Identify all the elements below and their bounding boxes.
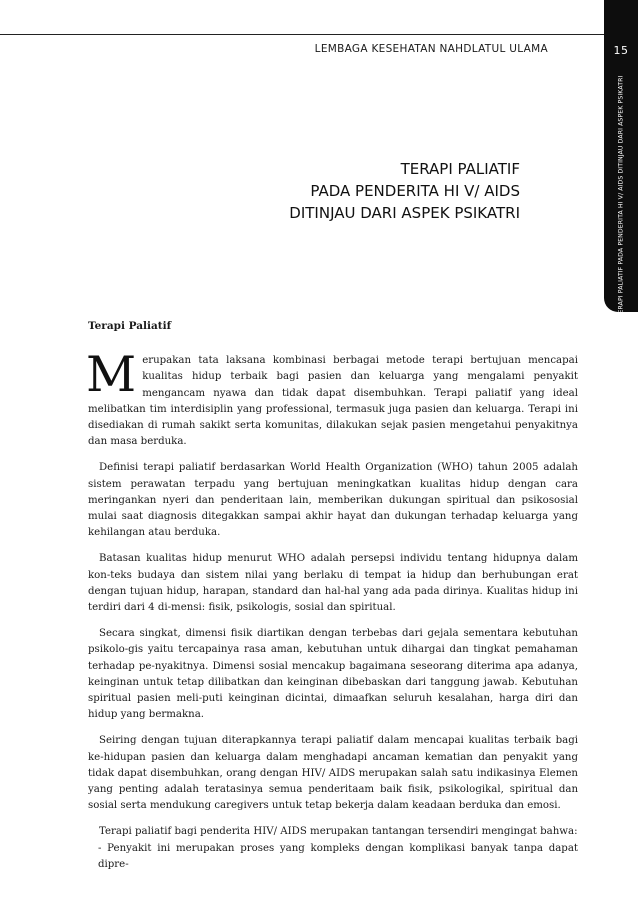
- paragraph-4: Secara singkat, dimensi fisik diartikan dengan terbebas dari gejala sementara kebutuhan psikolo-gis yaitu tercapainya rasa aman, kebutuhan untuk dihargai dan tingkat pemahaman terhadap pe-nyakitnya. Dimensi sosial mencakup bagaimana seseorang diterima apa adanya, keinginan untuk tetap dilibatkan dan keinginan dibebaskan dari tanggung jawab. Kebutuhan spiritual pasien meli-puti keinginan dicintai, dimaafkan seluruh kesalahan, harga diri dan hidup yang bermakna.: [88, 628, 578, 721]
- title-line-3: DITINJAU DARI ASPEK PSIKATRI: [289, 204, 520, 222]
- page-number: 15: [613, 44, 629, 57]
- running-header: LEMBAGA KESEHATAN NAHDLATUL ULAMA: [314, 43, 548, 55]
- side-tab-label: TERAPI PALIATIF PADA PENDERITA HI V/ AIDS DITINJAU DARI ASPEK PSIKATRI: [617, 75, 625, 317]
- side-tab: [604, 0, 638, 317]
- paragraph-1-text: erupakan tata laksana kombinasi berbagai metode terapi bertujuan mencapai kualitas hidup terbaik bagi pasien dan keluarga yang mengalami penyakit mengancam nyawa dan tidak dapat disembuhkan. Terapi paliatif yang ideal melibatkan tim interdisiplin yang professional, termasuk juga pasien dan keluarga. Terapi ini disediakan di rumah sakikt serta komunitas, dilakukan sejak pasien mengetahui penyakitnya dan masa berduka.: [88, 355, 578, 448]
- paragraph-3: Batasan kualitas hidup menurut WHO adalah persepsi individu tentang hidupnya dalam kon-teks budaya dan sistem nilai yang berlaku di tempat ia hidup dan berhubungan erat dengan tujuan hidup, harapan, standard dan hal-hal yang ada pada dirinya. Kualitas hidup ini terdiri dari 4 di-mensi: fisik, psikologis, sosial dan spiritual.: [88, 553, 578, 614]
- header-rule: [0, 34, 604, 35]
- side-tab-title: [614, 75, 628, 317]
- section-heading: Terapi Paliatif: [88, 320, 172, 332]
- paragraph-1: [86, 346, 578, 450]
- paragraph-2: Definisi terapi paliatif berdasarkan World Health Organization (WHO) tahun 2005 adalah sistem perawatan terpadu yang bertujuan meningkatkan kualitas hidup dengan cara meringankan nyeri dan penderitaan lain, memberikan dukungan spiritual dan psikososial mulai saat diagnosis ditegakkan sampai akhir hayat dan dukungan terhadap keluarga yang kehilangan atau berduka.: [88, 462, 578, 539]
- list-item: - Penyakit ini merupakan proses yang kompleks dengan komplikasi banyak tanpa dapat dipre-: [98, 842, 578, 870]
- paragraph-6: Terapi paliatif bagi penderita HIV/ AIDS merupakan tantangan tersendiri mengingat bahwa:: [99, 826, 578, 838]
- paragraph-5: Seiring dengan tujuan diterapkannya terapi paliatif dalam mencapai kualitas terbaik bagi ke-hidupan pasien dan keluarga dalam menghadapi ancaman kematian dan penyakit yang tidak dapat disembuhkan, orang dengan HIV/ AIDS merupakan salah satu indikasinya Elemen yang penting adalah teratasinya semua penderitaam baik fisik, psikologikal, spiritual dan sosial serta mendukung caregivers untuk tetap bekerja dalam keadaan berduka dan emosi.: [88, 735, 578, 812]
- title-line-1: TERAPI PALIATIF: [400, 160, 520, 178]
- chapter-title: [200, 158, 520, 224]
- drop-cap: M: [86, 346, 137, 404]
- article-body: [88, 318, 578, 883]
- title-line-2: PADA PENDERITA HI V/ AIDS: [310, 182, 520, 200]
